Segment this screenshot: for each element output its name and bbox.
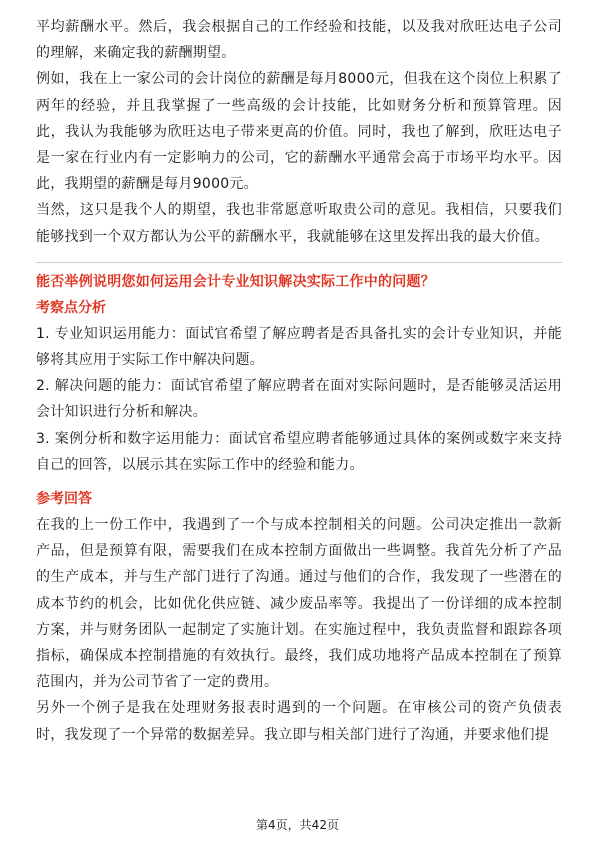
- intro-paragraph: 平均薪酬水平。然后，我会根据自己的工作经验和技能，以及我对欣旺达电子公司的理解，来确定我的薪酬期望。: [36, 19, 562, 62]
- answer-paragraph: 在我的上一份工作中，我遇到了一个与成本控制相关的问题。公司决定推出一款新产品，但是预算有限，需要我们在成本控制方面做出一些调整。我首先分析了产品的生产成本，并与生产部门进行了沟通。通过与他们的合作，我发现了一些潜在的成本节约的机会，比如优化供应链、减少废品率等。我提出了一份详细的成本控制方案，并与财务团队一起制定了实施计划。在实施过程中，我负责监督和跟踪各项指标，确保成本控制措施的有效执行。最终，我们成功地将产品成本控制在了预算范围内，并为公司节省了一定的费用。: [36, 517, 562, 691]
- analysis-item: 2. 解决问题的能力：面试官希望了解应聘者在面对实际问题时，是否能够灵活运用会计知识进行分析和解决。: [36, 378, 562, 421]
- section-divider: [36, 262, 562, 263]
- answer-title: 参考回答: [36, 491, 92, 508]
- question-heading: 能否举例说明您如何运用会计专业知识解决实际工作中的问题？: [36, 273, 435, 290]
- analysis-item: 3. 案例分析和数字运用能力：面试官希望应聘者能够通过具体的案例或数字来支持自己的回答，以展示其在实际工作中的经验和能力。: [36, 430, 562, 473]
- page-number-footer: 第4页，共42页: [256, 818, 339, 832]
- answer-paragraph: 另外一个例子是我在处理财务报表时遇到的一个问题。在审核公司的资产负债表时，我发现了一个异常的数据差异。我立即与相关部门进行了沟通，并要求他们提: [36, 700, 562, 743]
- intro-paragraph: 当然，这只是我个人的期望，我也非常愿意听取贵公司的意见。我相信，只要我们能够找到一个双方都认为公平的薪酬水平，我就能够在这里发挥出我的最大价值。: [36, 202, 562, 245]
- page-content: [36, 14, 562, 748]
- spacer: [36, 478, 562, 486]
- analysis-item: 1. 专业知识运用能力：面试官希望了解应聘者是否具备扎实的会计专业知识，并能够将其应用于实际工作中解决问题。: [36, 325, 562, 369]
- analysis-title: 考察点分析: [36, 299, 106, 316]
- intro-paragraph: 例如，我在上一家公司的会计岗位的薪酬是每月8000元，但我在这个岗位上积累了两年的经验，并且我掌握了一些高级的会计技能，比如财务分析和预算管理。因此，我认为我能够为欣旺达电子带来更高的价值。同时，我也了解到，欣旺达电子是一家在行业内有一定影响力的公司，它的薪酬水平通常会高于市场平均水平。因此，我期望的薪酬是每月9000元。: [36, 71, 562, 193]
